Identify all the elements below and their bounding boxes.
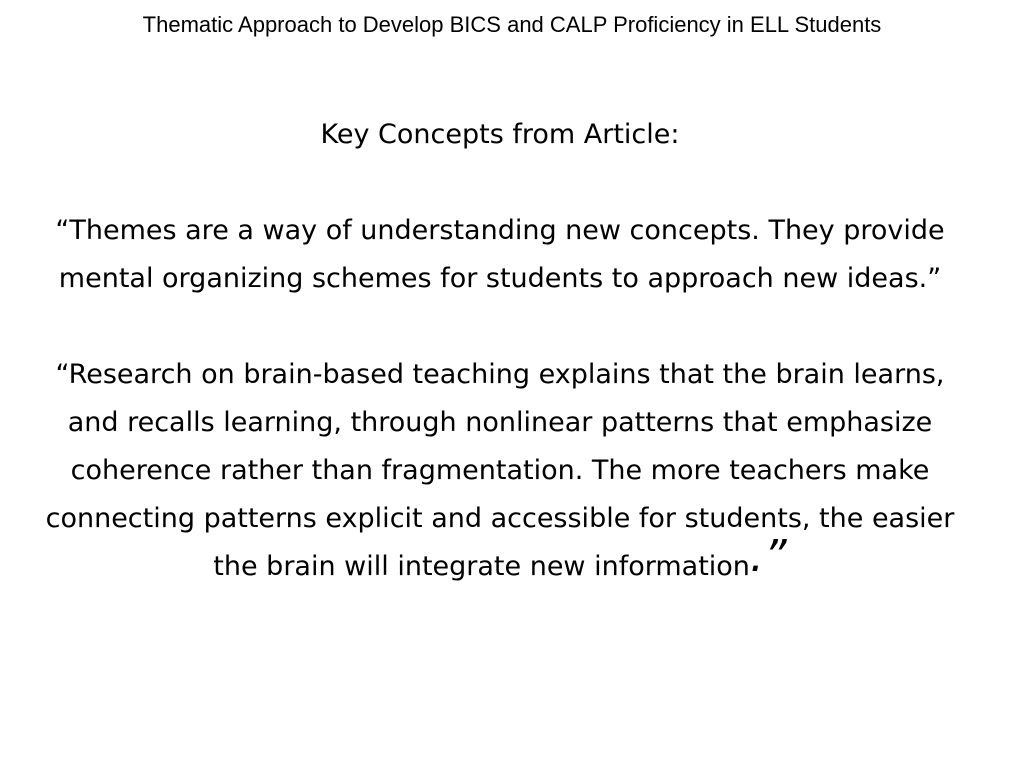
slide-title: Thematic Approach to Develop BICS and CALP Proficiency in ELL Students [142, 12, 882, 37]
quote-themes: “Themes are a way of understanding new concepts. They provide mental organizing schemes for students to approach new ideas.” [55, 215, 945, 294]
quote-brain-research [40, 351, 960, 591]
quote-closing-mark: .” [749, 531, 787, 582]
slide-content [40, 111, 960, 591]
quote-brain-research-text: “Research on brain-based teaching explains that the brain learns, and recalls learning, through nonlinear patterns that emphasize coherence rather than fragmentation. The more teachers make connecting patterns explicit and accessible for students, the easier the brain will integrate new information [45, 359, 955, 582]
key-concepts-heading: Key Concepts from Article: [320, 119, 680, 150]
